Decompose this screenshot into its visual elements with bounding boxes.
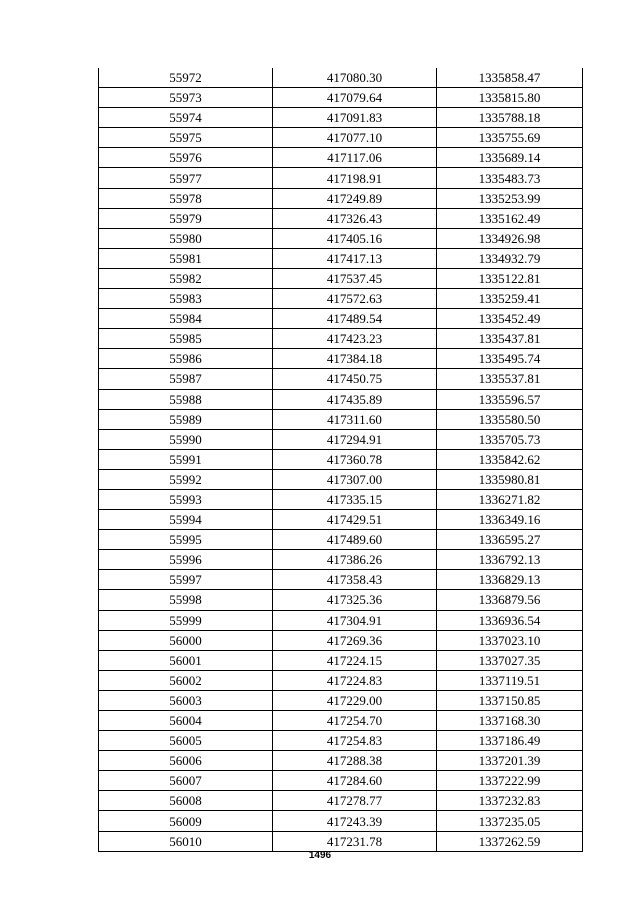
table-row (99, 309, 583, 329)
x-coordinate-cell: 417224.83 (273, 670, 437, 690)
table-row (99, 530, 583, 550)
table-row (99, 610, 583, 630)
y-coordinate-cell: 1336271.82 (437, 489, 583, 509)
point-id-cell: 55990 (99, 429, 273, 449)
table-row (99, 449, 583, 469)
x-coordinate-cell: 417079.64 (273, 88, 437, 108)
y-coordinate-cell: 1337201.39 (437, 751, 583, 771)
y-coordinate-cell: 1337186.49 (437, 731, 583, 751)
point-id-cell: 55984 (99, 309, 273, 329)
table-row (99, 771, 583, 791)
x-coordinate-cell: 417335.15 (273, 489, 437, 509)
table-row (99, 690, 583, 710)
x-coordinate-cell: 417435.89 (273, 389, 437, 409)
point-id-cell: 56000 (99, 630, 273, 650)
point-id-cell: 55983 (99, 289, 273, 309)
x-coordinate-cell: 417384.18 (273, 349, 437, 369)
x-coordinate-cell: 417080.30 (273, 68, 437, 88)
x-coordinate-cell: 417224.15 (273, 650, 437, 670)
point-id-cell: 56004 (99, 711, 273, 731)
x-coordinate-cell: 417288.38 (273, 751, 437, 771)
point-id-cell: 56003 (99, 690, 273, 710)
table-row (99, 429, 583, 449)
x-coordinate-cell: 417269.36 (273, 630, 437, 650)
point-id-cell: 55991 (99, 449, 273, 469)
table-row (99, 128, 583, 148)
point-id-cell: 55996 (99, 550, 273, 570)
y-coordinate-cell: 1335537.81 (437, 369, 583, 389)
table-row (99, 711, 583, 731)
point-id-cell: 55978 (99, 188, 273, 208)
table-row (99, 148, 583, 168)
y-coordinate-cell: 1335495.74 (437, 349, 583, 369)
y-coordinate-cell: 1335253.99 (437, 188, 583, 208)
y-coordinate-cell: 1335788.18 (437, 108, 583, 128)
y-coordinate-cell: 1337027.35 (437, 650, 583, 670)
x-coordinate-cell: 417307.00 (273, 469, 437, 489)
x-coordinate-cell: 417386.26 (273, 550, 437, 570)
x-coordinate-cell: 417077.10 (273, 128, 437, 148)
x-coordinate-cell: 417537.45 (273, 268, 437, 288)
point-id-cell: 55998 (99, 590, 273, 610)
point-id-cell: 56007 (99, 771, 273, 791)
table-row (99, 489, 583, 509)
x-coordinate-cell: 417405.16 (273, 228, 437, 248)
point-id-cell: 55985 (99, 329, 273, 349)
y-coordinate-cell: 1335689.14 (437, 148, 583, 168)
point-id-cell: 55974 (99, 108, 273, 128)
table-row (99, 168, 583, 188)
table-row (99, 409, 583, 429)
point-id-cell: 56005 (99, 731, 273, 751)
x-coordinate-cell: 417198.91 (273, 168, 437, 188)
point-id-cell: 56009 (99, 811, 273, 831)
x-coordinate-cell: 417450.75 (273, 369, 437, 389)
point-id-cell: 55981 (99, 248, 273, 268)
y-coordinate-cell: 1337168.30 (437, 711, 583, 731)
y-coordinate-cell: 1335122.81 (437, 268, 583, 288)
y-coordinate-cell: 1334926.98 (437, 228, 583, 248)
table-row (99, 188, 583, 208)
table-row (99, 469, 583, 489)
x-coordinate-cell: 417423.23 (273, 329, 437, 349)
x-coordinate-cell: 417254.70 (273, 711, 437, 731)
x-coordinate-cell: 417304.91 (273, 610, 437, 630)
point-id-cell: 55999 (99, 610, 273, 630)
point-id-cell: 55994 (99, 510, 273, 530)
table-row (99, 650, 583, 670)
x-coordinate-cell: 417360.78 (273, 449, 437, 469)
coordinate-table-body (99, 68, 583, 851)
y-coordinate-cell: 1337232.83 (437, 791, 583, 811)
y-coordinate-cell: 1335162.49 (437, 208, 583, 228)
x-coordinate-cell: 417229.00 (273, 690, 437, 710)
table-row (99, 88, 583, 108)
point-id-cell: 55995 (99, 530, 273, 550)
table-row (99, 208, 583, 228)
table-row (99, 289, 583, 309)
table-row (99, 670, 583, 690)
y-coordinate-cell: 1335815.80 (437, 88, 583, 108)
x-coordinate-cell: 417572.63 (273, 289, 437, 309)
point-id-cell: 56006 (99, 751, 273, 771)
point-id-cell: 56002 (99, 670, 273, 690)
y-coordinate-cell: 1335437.81 (437, 329, 583, 349)
x-coordinate-cell: 417254.83 (273, 731, 437, 751)
y-coordinate-cell: 1336349.16 (437, 510, 583, 530)
y-coordinate-cell: 1335580.50 (437, 409, 583, 429)
point-id-cell: 55975 (99, 128, 273, 148)
table-row (99, 510, 583, 530)
y-coordinate-cell: 1335858.47 (437, 68, 583, 88)
point-id-cell: 55987 (99, 369, 273, 389)
table-row (99, 248, 583, 268)
x-coordinate-cell: 417231.78 (273, 831, 437, 851)
coordinate-table (98, 68, 583, 852)
table-row (99, 630, 583, 650)
point-id-cell: 55976 (99, 148, 273, 168)
table-row (99, 550, 583, 570)
y-coordinate-cell: 1336792.13 (437, 550, 583, 570)
table-row (99, 751, 583, 771)
y-coordinate-cell: 1337150.85 (437, 690, 583, 710)
point-id-cell: 55988 (99, 389, 273, 409)
x-coordinate-cell: 417325.36 (273, 590, 437, 610)
point-id-cell: 55977 (99, 168, 273, 188)
y-coordinate-cell: 1337119.51 (437, 670, 583, 690)
x-coordinate-cell: 417117.06 (273, 148, 437, 168)
x-coordinate-cell: 417326.43 (273, 208, 437, 228)
table-row (99, 329, 583, 349)
page-number: 1496 (308, 850, 332, 861)
y-coordinate-cell: 1335842.62 (437, 449, 583, 469)
y-coordinate-cell: 1335705.73 (437, 429, 583, 449)
point-id-cell: 55992 (99, 469, 273, 489)
y-coordinate-cell: 1335980.81 (437, 469, 583, 489)
x-coordinate-cell: 417358.43 (273, 570, 437, 590)
y-coordinate-cell: 1335483.73 (437, 168, 583, 188)
point-id-cell: 55993 (99, 489, 273, 509)
table-row (99, 570, 583, 590)
y-coordinate-cell: 1337262.59 (437, 831, 583, 851)
y-coordinate-cell: 1336829.13 (437, 570, 583, 590)
table-row (99, 389, 583, 409)
table-row (99, 791, 583, 811)
x-coordinate-cell: 417311.60 (273, 409, 437, 429)
point-id-cell: 55973 (99, 88, 273, 108)
y-coordinate-cell: 1336879.56 (437, 590, 583, 610)
y-coordinate-cell: 1337222.99 (437, 771, 583, 791)
point-id-cell: 55980 (99, 228, 273, 248)
y-coordinate-cell: 1335596.57 (437, 389, 583, 409)
y-coordinate-cell: 1335259.41 (437, 289, 583, 309)
point-id-cell: 55982 (99, 268, 273, 288)
y-coordinate-cell: 1337235.05 (437, 811, 583, 831)
x-coordinate-cell: 417489.60 (273, 530, 437, 550)
table-row (99, 731, 583, 751)
y-coordinate-cell: 1337023.10 (437, 630, 583, 650)
x-coordinate-cell: 417243.39 (273, 811, 437, 831)
point-id-cell: 56001 (99, 650, 273, 670)
x-coordinate-cell: 417489.54 (273, 309, 437, 329)
y-coordinate-cell: 1335452.49 (437, 309, 583, 329)
point-id-cell: 55989 (99, 409, 273, 429)
point-id-cell: 55979 (99, 208, 273, 228)
point-id-cell: 55997 (99, 570, 273, 590)
table-row (99, 590, 583, 610)
point-id-cell: 56008 (99, 791, 273, 811)
x-coordinate-cell: 417429.51 (273, 510, 437, 530)
point-id-cell: 56010 (99, 831, 273, 851)
y-coordinate-cell: 1335755.69 (437, 128, 583, 148)
x-coordinate-cell: 417249.89 (273, 188, 437, 208)
x-coordinate-cell: 417091.83 (273, 108, 437, 128)
y-coordinate-cell: 1336936.54 (437, 610, 583, 630)
x-coordinate-cell: 417278.77 (273, 791, 437, 811)
table-row (99, 108, 583, 128)
point-id-cell: 55986 (99, 349, 273, 369)
table-row (99, 811, 583, 831)
table-row (99, 268, 583, 288)
table-row (99, 831, 583, 851)
point-id-cell: 55972 (99, 68, 273, 88)
table-row (99, 369, 583, 389)
y-coordinate-cell: 1334932.79 (437, 248, 583, 268)
table-row (99, 68, 583, 88)
table-row (99, 349, 583, 369)
y-coordinate-cell: 1336595.27 (437, 530, 583, 550)
x-coordinate-cell: 417284.60 (273, 771, 437, 791)
x-coordinate-cell: 417294.91 (273, 429, 437, 449)
x-coordinate-cell: 417417.13 (273, 248, 437, 268)
table-row (99, 228, 583, 248)
